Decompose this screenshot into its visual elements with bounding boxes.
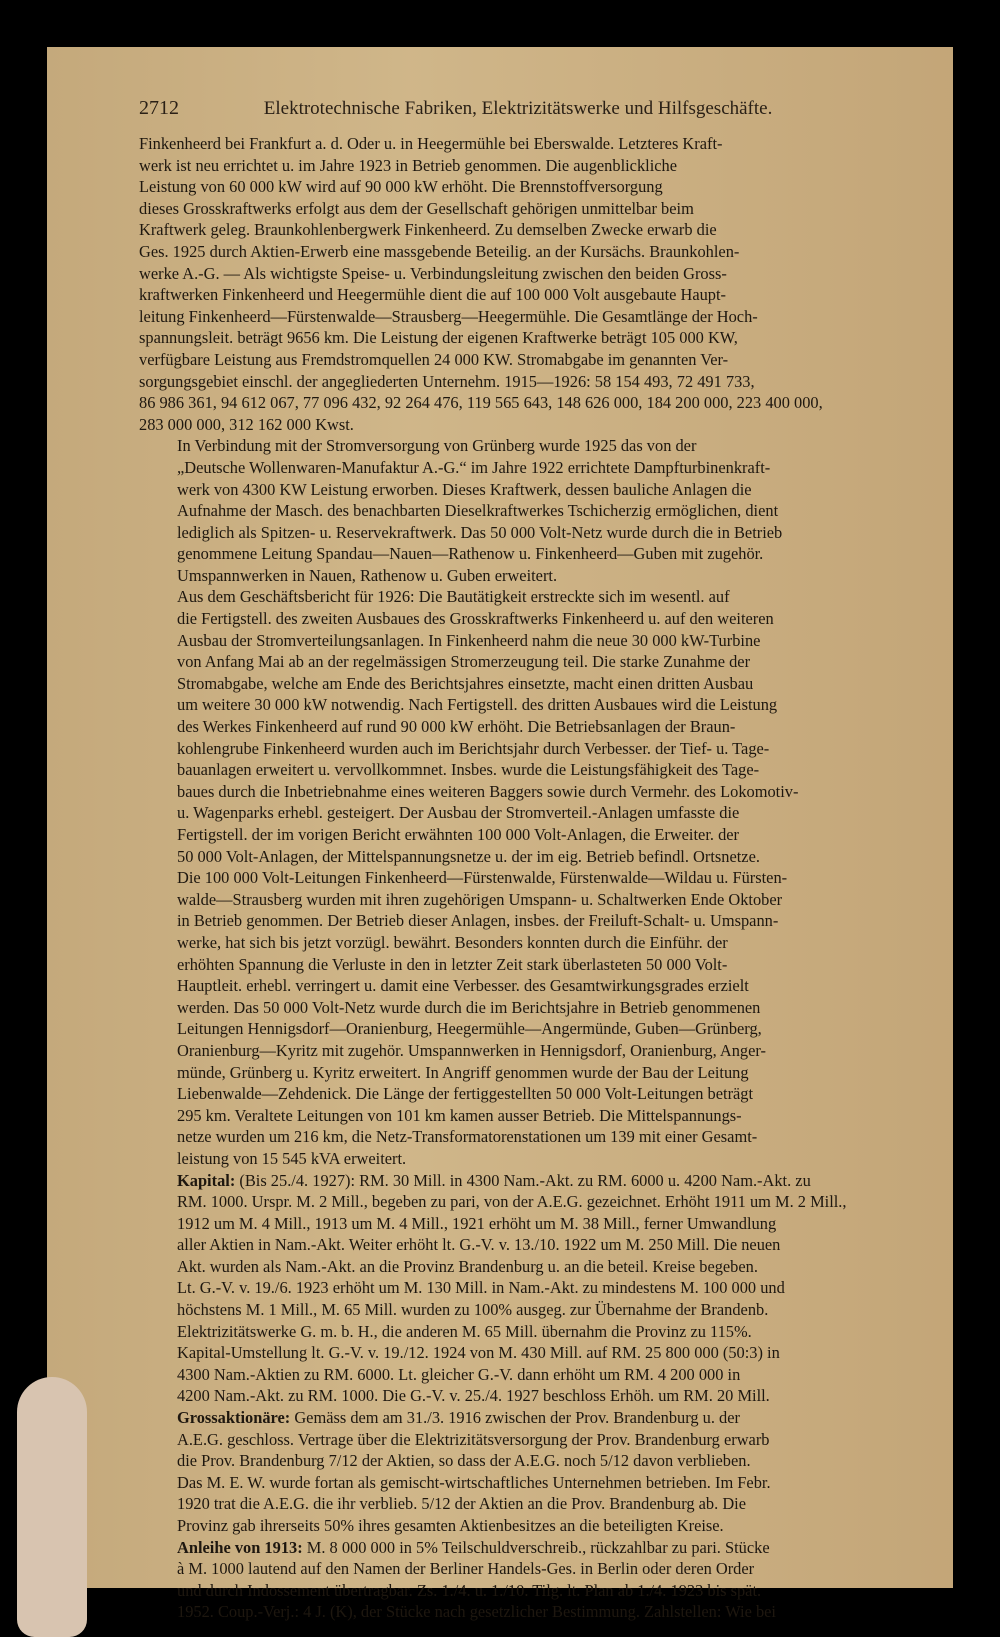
text-line — [139, 846, 949, 868]
line-text: erhöhten Spannung die Verluste in den in letzter Zeit stark überlasteten 50 000 Volt- — [177, 954, 728, 974]
paragraph — [139, 133, 949, 435]
text-line — [139, 1493, 949, 1515]
text-line — [139, 1040, 949, 1062]
text-line — [139, 1364, 949, 1386]
text-line — [139, 759, 949, 781]
text-line — [139, 479, 949, 501]
text-line — [139, 457, 949, 479]
text-line — [139, 155, 949, 177]
section-label: Grossaktionäre: — [177, 1408, 291, 1428]
line-text: Hauptleit. erhebl. verringert u. damit eine Verbesser. des Gesamtwirkungsgrades erzielt — [177, 976, 749, 996]
text-line — [139, 1105, 949, 1127]
line-text: Kraftwerk geleg. Braunkohlenbergwerk Finkenheerd. Zu demselben Zwecke erwarb die — [139, 220, 717, 240]
text-line — [139, 1321, 949, 1343]
line-text: Aus dem Geschäftsbericht für 1926: Die Bautätigkeit erstreckte sich im wesentl. auf — [177, 587, 730, 607]
text-line — [139, 586, 949, 608]
text-line — [139, 781, 949, 803]
text-line — [139, 673, 949, 695]
text-line — [139, 824, 949, 846]
line-text: kraftwerken Finkenheerd und Heegermühle dient die auf 100 000 Volt ausgebaute Haupt- — [139, 285, 727, 305]
line-text: die Fertigstell. des zweiten Ausbaues des Grosskraftwerks Finkenheerd u. auf den weiteren — [177, 609, 774, 629]
line-text: in Betrieb genommen. Der Betrieb dieser Anlagen, insbes. der Freiluft-Schalt- u. Umspann- — [177, 911, 779, 931]
text-line — [139, 306, 949, 328]
line-text: M. 8 000 000 in 5% Teilschuldverschreib., rückzahlbar zu pari. Stücke — [306, 1537, 770, 1557]
text-line — [139, 997, 949, 1019]
text-line — [139, 1537, 949, 1559]
page-number: 2712 — [139, 97, 179, 119]
text-line — [139, 133, 949, 155]
text-line — [139, 889, 949, 911]
text-line — [139, 716, 949, 738]
line-text: genommene Leitung Spandau—Nauen—Rathenow u. Finkenheerd—Guben mit zugehör. — [177, 544, 764, 564]
text-line — [139, 241, 949, 263]
text-line — [139, 263, 949, 285]
line-text: werke A.-G. — Als wichtigste Speise- u. Verbindungsleitung zwischen den beiden Gross- — [139, 263, 727, 283]
text-line — [139, 1429, 949, 1451]
text-line — [139, 1385, 949, 1407]
text-line — [139, 1083, 949, 1105]
paragraph — [139, 1170, 949, 1408]
text-line — [139, 392, 949, 414]
line-text: münde, Grünberg u. Kyritz erweitert. In Angriff genommen wurde der Bau der Leitung — [177, 1062, 749, 1082]
text-line — [139, 1601, 949, 1623]
text-line — [139, 1558, 949, 1580]
text-line — [139, 1062, 949, 1084]
line-text: leitung Finkenheerd—Fürstenwalde—Strausberg—Heegermühle. Die Gesamtlänge der Hoch- — [139, 306, 758, 326]
text-line — [139, 1342, 949, 1364]
text-line — [139, 1126, 949, 1148]
line-text: 4300 Nam.-Aktien zu RM. 6000. Lt. gleicher G.-V. dann erhöht um RM. 4 200 000 in — [177, 1364, 741, 1384]
line-text: dieses Grosskraftwerks erfolgt aus dem der Gesellschaft gehörigen unmittelbar beim — [139, 198, 694, 218]
line-text: (Bis 25./4. 1927): RM. 30 Mill. in 4300 Nam.-Akt. zu RM. 6000 u. 4200 Nam.-Akt. zu — [239, 1170, 811, 1190]
text-line — [139, 1580, 949, 1602]
line-text: werk von 4300 KW Leistung erworben. Dieses Kraftwerk, dessen bauliche Anlagen die — [177, 479, 752, 499]
text-line — [139, 435, 949, 457]
line-text: Leitungen Hennigsdorf—Oranienburg, Heegermühle—Angermünde, Guben—Grünberg, — [177, 1019, 762, 1039]
line-text: Lt. G.-V. v. 19./6. 1923 erhöht um M. 130 Mill. in Nam.-Akt. zu mindestens M. 100 000 und — [177, 1278, 785, 1298]
line-text: Finkenheerd bei Frankfurt a. d. Oder u. in Heegermühle bei Eberswalde. Letzteres Kraft- — [139, 134, 723, 153]
line-text: RM. 1000. Urspr. M. 2 Mill., begeben zu pari, von der A.E.G. gezeichnet. Erhöht 1911 um M. 2 Mill., — [177, 1192, 847, 1212]
line-text: Elektrizitätswerke G. m. b. H., die anderen M. 65 Mill. übernahm die Provinz zu 115%. — [177, 1321, 752, 1341]
line-text: Stromabgabe, welche am Ende des Berichtsjahres einsetzte, macht einen dritten Ausbau — [177, 673, 754, 693]
line-text: werk ist neu errichtet u. im Jahre 1923 in Betrieb genommen. Die augenblickliche — [139, 155, 677, 175]
text-line — [139, 1450, 949, 1472]
thumb-shadow — [17, 1377, 87, 1637]
line-text: sorgungsgebiet einschl. der angegliederten Unternehm. 1915—1926: 58 154 493, 72 491 733, — [139, 371, 755, 391]
text-line — [139, 1472, 949, 1494]
line-text: Umspannwerken in Nauen, Rathenow u. Guben erweitert. — [177, 565, 558, 585]
text-line — [139, 522, 949, 544]
line-text: kohlengrube Finkenheerd wurden auch im Berichtsjahr durch Verbesser. der Tief- u. Tage- — [177, 738, 770, 758]
text-line — [139, 1277, 949, 1299]
line-text: werden. Das 50 000 Volt-Netz wurde durch die im Berichtsjahre in Betrieb genommenen — [177, 997, 761, 1017]
text-line — [139, 1234, 949, 1256]
text-line — [139, 1213, 949, 1235]
line-text: A.E.G. geschloss. Vertrage über die Elektrizitätsversorgung der Prov. Brandenburg erwarb — [177, 1429, 770, 1449]
text-line — [139, 1256, 949, 1278]
text-line — [139, 630, 949, 652]
line-text: „Deutsche Wollenwaren-Manufaktur A.-G.“ im Jahre 1922 errichtete Dampfturbinenkraft- — [177, 457, 771, 477]
document-body — [139, 133, 949, 1623]
text-line — [139, 500, 949, 522]
line-text: verfügbare Leistung aus Fremdstromquellen 24 000 KW. Stromabgabe im genannten Ver- — [139, 349, 729, 369]
text-line — [139, 975, 949, 997]
line-text: baues durch die Inbetriebnahme eines weiteren Baggers sowie durch Vermehr. des Lokomotiv- — [177, 781, 799, 801]
line-text: 86 986 361, 94 612 067, 77 096 432, 92 264 476, 119 565 643, 148 626 000, 184 200 000, 223 400 000, — [139, 393, 823, 413]
line-text: Provinz gab ihrerseits 50% ihres gesamten Aktienbesitzes an die beteiligten Kreise. — [177, 1516, 724, 1535]
text-line — [139, 219, 949, 241]
text-line — [139, 651, 949, 673]
line-text: Aufnahme der Masch. des benachbarten Dieselkraftwerkes Tschicherzig ermöglichen, dient — [177, 501, 779, 521]
line-text: höchstens M. 1 Mill., M. 65 Mill. wurden zu 100% ausgeg. zur Übernahme der Brandenb. — [177, 1300, 769, 1320]
line-text: leistung von 15 545 kVA erweitert. — [177, 1148, 407, 1168]
line-text: aller Aktien in Nam.-Akt. Weiter erhöht lt. G.-V. v. 13./10. 1922 um M. 250 Mill. Die neuen — [177, 1235, 781, 1255]
text-line — [139, 954, 949, 976]
text-line — [139, 349, 949, 371]
text-line — [139, 1299, 949, 1321]
line-text: 283 000 000, 312 162 000 Kwst. — [139, 414, 354, 434]
line-text: 50 000 Volt-Anlagen, der Mittelspannungsnetze u. der im eig. Betrieb befindl. Ortsnetze. — [177, 846, 760, 866]
text-line — [139, 694, 949, 716]
line-text: Akt. wurden als Nam.-Akt. an die Provinz Brandenburg u. an die beteil. Kreise begeben. — [177, 1256, 758, 1276]
line-text: 1952. Coup.-Verj.: 4 J. (K), der Stücke nach gesetzlicher Bestimmung. Zahlstellen: Wie bei — [177, 1602, 776, 1622]
text-line — [139, 198, 949, 220]
text-line — [139, 608, 949, 630]
line-text: In Verbindung mit der Stromversorgung von Grünberg wurde 1925 das von der — [177, 436, 697, 456]
line-text: Das M. E. W. wurde fortan als gemischt-wirtschaftliches Unternehmen betrieben. Im Febr. — [177, 1472, 771, 1492]
text-line — [139, 738, 949, 760]
text-line — [139, 1407, 949, 1429]
text-line — [139, 414, 949, 436]
line-text: Kapital-Umstellung lt. G.-V. v. 19./12. 1924 von M. 430 Mill. auf RM. 25 800 000 (50:3) in — [177, 1343, 780, 1363]
line-text: von Anfang Mai ab an der regelmässigen Stromerzeugung teil. Die starke Zunahme der — [177, 652, 751, 672]
line-text: Gemäss dem am 31./3. 1916 zwischen der Prov. Brandenburg u. der — [294, 1408, 740, 1428]
paragraph — [139, 435, 949, 586]
running-header — [139, 97, 939, 120]
text-line — [139, 1018, 949, 1040]
line-text: des Werkes Finkenheerd auf rund 90 000 kW erhöht. Die Betriebsanlagen der Braun- — [177, 717, 736, 737]
line-text: Ausbau der Stromverteilungsanlagen. In Finkenheerd nahm die neue 30 000 kW-Turbine — [177, 630, 761, 650]
text-line — [139, 543, 949, 565]
line-text: netze wurden um 216 km, die Netz-Transformatorenstationen um 139 mit einer Gesamt- — [177, 1127, 758, 1147]
paragraph — [139, 1537, 949, 1623]
document-page — [47, 47, 953, 1622]
section-label: Kapital: — [177, 1170, 236, 1190]
text-line — [139, 176, 949, 198]
line-text: um weitere 30 000 kW notwendig. Nach Fertigstell. des dritten Ausbaues wird die Leistung — [177, 695, 778, 715]
text-line — [139, 565, 949, 587]
line-text: werke, hat sich bis jetzt vorzügl. bewährt. Besonders konnten durch die Einführ. der — [177, 932, 728, 952]
paragraph — [139, 586, 949, 1169]
line-text: spannungsleit. beträgt 9656 km. Die Leistung der eigenen Kraftwerke beträgt 105 000 KW, — [139, 328, 738, 348]
line-text: 1920 trat die A.E.G. die ihr verblieb. 5/12 der Aktien an die Prov. Brandenburg ab. Die — [177, 1494, 746, 1514]
line-text: Oranienburg—Kyritz mit zugehör. Umspannwerken in Hennigsdorf, Oranienburg, Anger- — [177, 1040, 766, 1060]
text-line — [139, 910, 949, 932]
line-text: walde—Strausberg wurden mit ihren zugehörigen Umspann- u. Schaltwerken Ende Oktober — [177, 889, 783, 909]
line-text: Fertigstell. der im vorigen Bericht erwähnten 100 000 Volt-Anlagen, die Erweiter. der — [177, 825, 739, 844]
line-text: lediglich als Spitzen- u. Reservekraftwerk. Das 50 000 Volt-Netz wurde durch die in Betrieb — [177, 522, 783, 542]
line-text: und durch Indossement übertragbar. Zs. 1./4. u. 1./10. Tilg. lt. Plan ab 1./4. 1923 bis spät. — [177, 1580, 762, 1600]
text-line — [139, 284, 949, 306]
text-line — [139, 1515, 949, 1537]
paragraph — [139, 1407, 949, 1537]
line-text: à M. 1000 lautend auf den Namen der Berliner Handels-Ges. in Berlin oder deren Order — [177, 1559, 755, 1579]
line-text: 1912 um M. 4 Mill., 1913 um M. 4 Mill., 1921 erhöht um M. 38 Mill., ferner Umwandlung — [177, 1213, 777, 1233]
running-title: Elektrotechnische Fabriken, Elektrizitätswerke und Hilfsgeschäfte. — [263, 98, 773, 119]
text-line — [139, 802, 949, 824]
line-text: Leistung von 60 000 kW wird auf 90 000 kW erhöht. Die Brennstoffversorgung — [139, 177, 663, 197]
line-text: bauanlagen erweitert u. vervollkommnet. Insbes. wurde die Leistungsfähigkeit des Tage- — [177, 760, 760, 780]
section-label: Anleihe von 1913: — [177, 1537, 303, 1557]
line-text: Die 100 000 Volt-Leitungen Finkenheerd—Fürstenwalde, Fürstenwalde—Wildau u. Fürsten- — [177, 868, 788, 888]
text-line — [139, 932, 949, 954]
line-text: 4200 Nam.-Akt. zu RM. 1000. Die G.-V. v. 25./4. 1927 beschloss Erhöh. um RM. 20 Mill. — [177, 1386, 770, 1406]
line-text: 295 km. Veraltete Leitungen von 101 km kamen ausser Betrieb. Die Mittelspannungs- — [177, 1105, 742, 1125]
text-line — [139, 1170, 949, 1192]
text-line — [139, 327, 949, 349]
text-line — [139, 371, 949, 393]
text-line — [139, 1148, 949, 1170]
line-text: Liebenwalde—Zehdenick. Die Länge der fertiggestellten 50 000 Volt-Leitungen beträgt — [177, 1084, 754, 1104]
line-text: u. Wagenparks erhebl. gesteigert. Der Ausbau der Stromverteil.-Anlagen umfasste die — [177, 803, 740, 823]
line-text: Ges. 1925 durch Aktien-Erwerb eine massgebende Beteilig. an der Kursächs. Braunkohlen- — [139, 241, 740, 261]
text-line — [139, 1191, 949, 1213]
text-line — [139, 867, 949, 889]
line-text: die Prov. Brandenburg 7/12 der Aktien, so dass der A.E.G. noch 5/12 davon verblieben. — [177, 1451, 751, 1471]
